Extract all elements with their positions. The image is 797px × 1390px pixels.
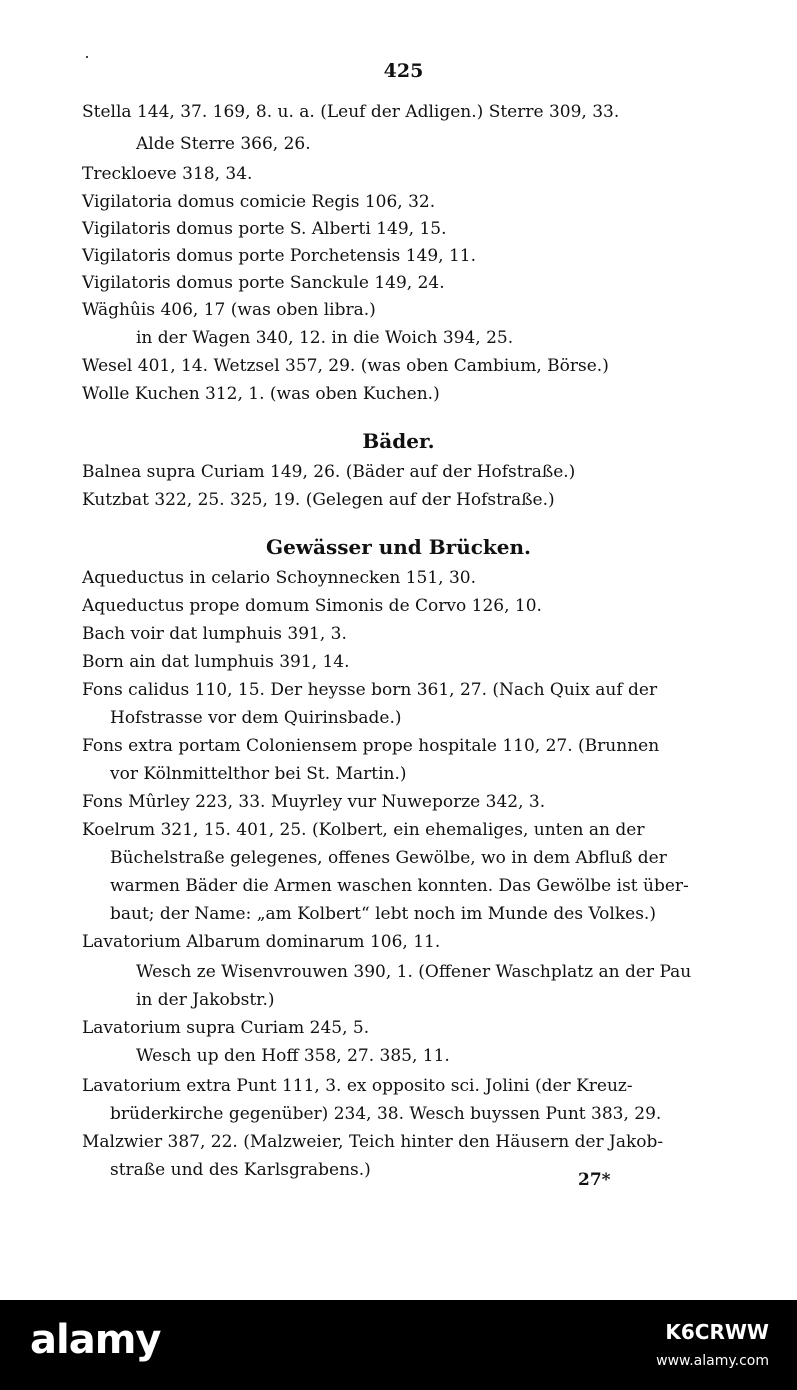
entry-line: Aqueductus in celario Schoynnecken 151, 30. [82,568,477,588]
watermark-banner [0,1300,797,1390]
entry-line: Treckloeve 318, 34. [82,164,253,184]
entry-line: in der Jakobstr.) [136,990,275,1010]
entry-line: Koelrum 321, 15. 401, 25. (Kolbert, ein ehemaliges, unten an der [82,820,645,840]
entry-line: Vigilatoris domus porte S. Alberti 149, 15. [82,219,447,239]
entry-line: Lavatorium extra Punt 111, 3. ex opposito sci. Jolini (der Kreuz- [82,1076,633,1096]
entry-line: Wolle Kuchen 312, 1. (was oben Kuchen.) [82,384,440,404]
entry-line: Lavatorium Albarum dominarum 106, 11. [82,932,441,952]
section-heading-baeder: Bäder. [362,429,435,453]
section-heading-gewaesser: Gewässer und Brücken. [266,535,531,559]
watermark-url: www.alamy.com [656,1353,769,1369]
entry-line: Wäghûis 406, 17 (was oben libra.) [82,300,376,320]
entry-line: Balnea supra Curiam 149, 26. (Bäder auf der Hofstraße.) [82,462,576,482]
entry-line: Fons calidus 110, 15. Der heysse born 361, 27. (Nach Quix auf der [82,680,658,700]
entry-line: in der Wagen 340, 12. in die Woich 394, 25. [136,328,514,348]
entry-line: Vigilatoris domus porte Sanckule 149, 24. [82,273,445,293]
entry-line: vor Kölnmittelthor bei St. Martin.) [110,764,407,784]
entry-line: Hofstrasse vor dem Quirinsbade.) [110,708,402,728]
entry-line: straße und des Karlsgrabens.) [110,1160,371,1180]
signature-mark: 27* [578,1170,611,1190]
entry-line: Malzwier 387, 22. (Malzweier, Teich hinter den Häusern der Jakob- [82,1132,664,1152]
entry-line: warmen Bäder die Armen waschen konnten. Das Gewölbe ist über- [110,876,689,896]
entry-line: Stella 144, 37. 169, 8. u. a. (Leuf der Adligen.) Sterre 309, 33. [82,102,620,122]
entry-line: Lavatorium supra Curiam 245, 5. [82,1018,370,1038]
entry-line: Wesch ze Wisenvrouwen 390, 1. (Offener Waschplatz an der Pau [136,962,692,982]
page-number: 425 [383,60,424,82]
entry-line: Wesch up den Hoff 358, 27. 385, 11. [136,1046,450,1066]
entry-line: Kutzbat 322, 25. 325, 19. (Gelegen auf der Hofstraße.) [82,490,555,510]
entry-line: Büchelstraße gelegenes, offenes Gewölbe, wo in dem Abfluß der [110,848,667,868]
entry-line: baut; der Name: „am Kolbert“ lebt noch im Munde des Volkes.) [110,904,656,924]
entry-line: Born ain dat lumphuis 391, 14. [82,652,350,672]
entry-line: Alde Sterre 366, 26. [136,134,311,154]
entry-line: Vigilatoris domus porte Porchetensis 149, 11. [82,246,476,266]
entry-line: Fons extra portam Coloniensem prope hospitale 110, 27. (Brunnen [82,736,660,756]
entry-line: brüderkirche gegenüber) 234, 38. Wesch buyssen Punt 383, 29. [110,1104,662,1124]
entry-line: Bach voir dat lumphuis 391, 3. [82,624,347,644]
image-id: K6CRWW [665,1320,769,1344]
stray-ink-dot [86,56,88,58]
entry-line: Vigilatoria domus comicie Regis 106, 32. [82,192,436,212]
entry-line: Wesel 401, 14. Wetzsel 357, 29. (was oben Cambium, Börse.) [82,356,609,376]
entry-line: Aqueductus prope domum Simonis de Corvo 126, 10. [82,596,542,616]
entry-line: Fons Mûrley 223, 33. Muyrley vur Nuweporze 342, 3. [82,792,546,812]
alamy-logo: alamy [30,1317,161,1363]
